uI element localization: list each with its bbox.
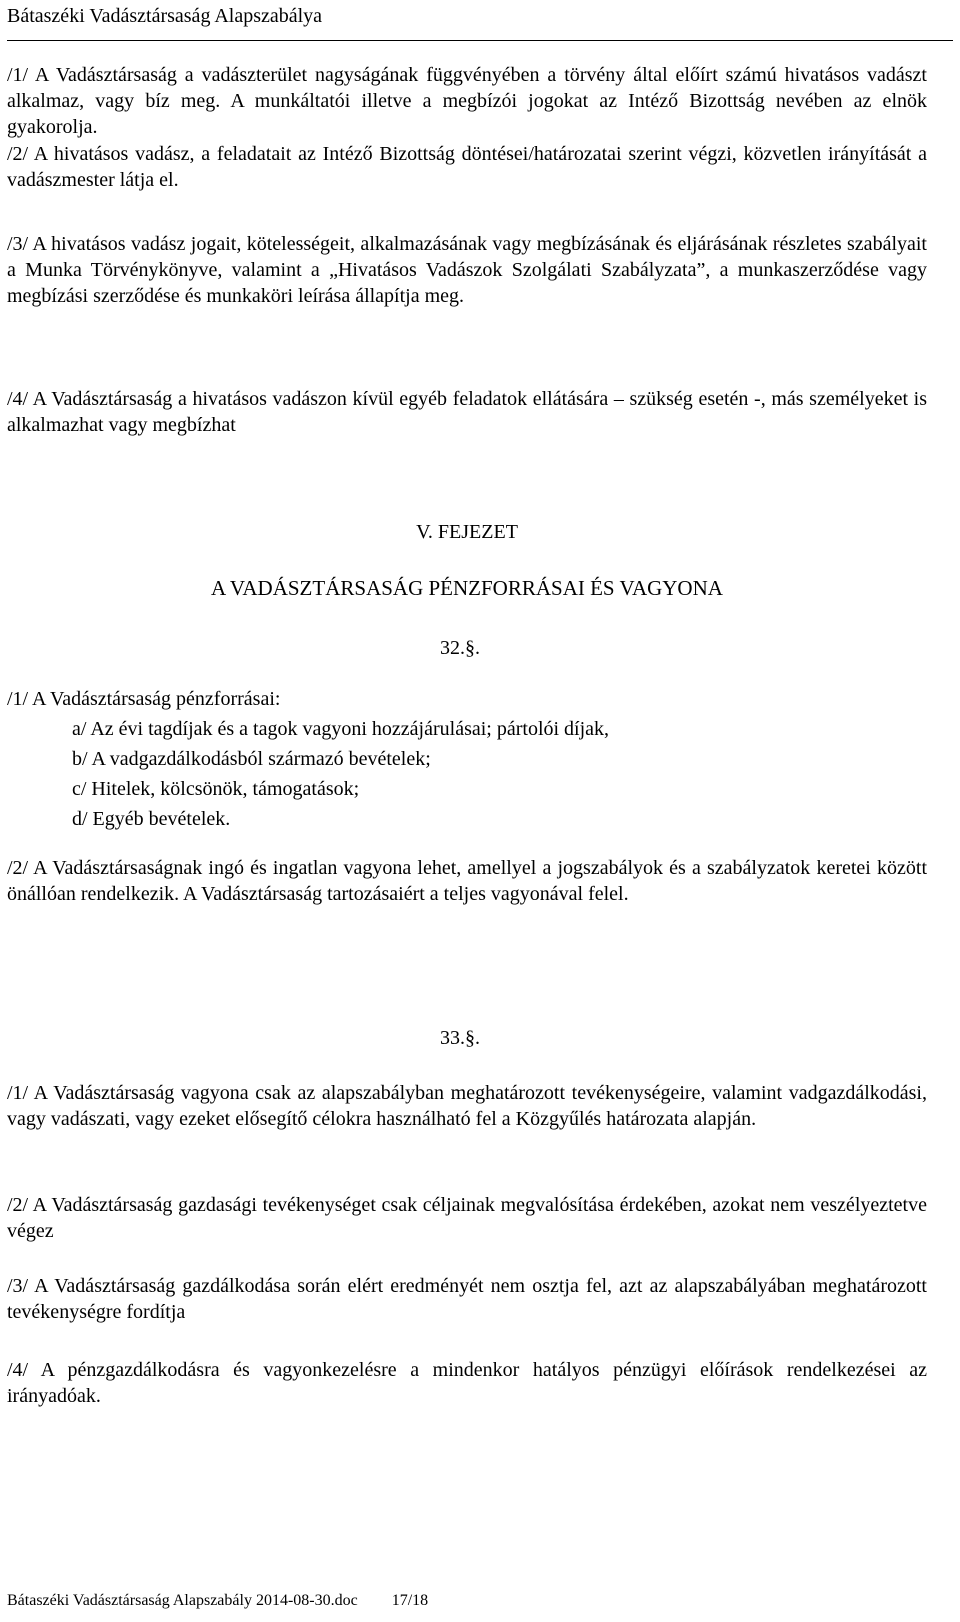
paragraph-33-4: /4/ A pénzgazdálkodásra és vagyonkezelésre a mindenkor hatályos pénzügyi előírások rendelkezései az irányadóak.	[7, 1359, 927, 1408]
chapter-title: A VADÁSZTÁRSASÁG PÉNZFORRÁSAI ÉS VAGYONA	[211, 576, 723, 600]
paragraph-31-2: /2/ A hivatásos vadász, a feladatait az Intéző Bizottság döntései/határozatai szerint végzi, közvetlen irányítását a vadászmester látja el.	[7, 142, 927, 191]
section-33-paragraph-3	[7, 1273, 927, 1325]
section-33-paragraph-4	[7, 1357, 927, 1409]
section-32-number: 32.§.	[440, 637, 480, 659]
list-item: c/ Hitelek, kölcsönök, támogatások;	[72, 778, 360, 800]
paragraph-31-4: /4/ A Vadásztársaság a hivatásos vadászon kívül egyéb feladatok ellátására – szükség esetén -, más személyeket is alkalmazhat vagy megbízhat	[7, 388, 927, 437]
section-33-paragraph-2	[7, 1192, 927, 1244]
section-33-number: 33.§.	[440, 1027, 480, 1049]
section-31-paragraph-3	[7, 231, 927, 310]
paragraph-32-2: /2/ A Vadásztársaságnak ingó és ingatlan vagyona lehet, amellyel a jogszabályok és a szabályzatok keretei között önállóan rendelkezik. A Vadásztársaság tartozásaiért a teljes vagyonával felel.	[7, 857, 927, 906]
section-31-paragraph-4	[7, 386, 927, 438]
paragraph-32-1-intro: /1/ A Vadásztársaság pénzforrásai:	[7, 688, 281, 710]
paragraph-33-2: /2/ A Vadásztársaság gazdasági tevékenységet csak céljainak megvalósítása érdekében, azokat nem veszélyeztetve végez	[7, 1194, 927, 1243]
footer-filename: Bátaszéki Vadásztársaság Alapszabály 2014-08-30.doc	[7, 1592, 358, 1609]
section-31-paragraphs-1-2	[7, 62, 927, 193]
paragraph-31-1: /1/ A Vadásztársaság a vadászterület nagyságának függvényében a törvény által előírt számú hivatásos vadászt alkalmaz, vagy bíz meg. A munkáltatói illetve a megbízói jogokat az Intéző Bizottság nevében az elnök gyakorolja.	[7, 64, 927, 139]
revenue-sources-list	[72, 714, 932, 834]
chapter-number: V. FEJEZET	[416, 521, 518, 543]
paragraph-33-1: /1/ A Vadásztársaság vagyona csak az alapszabályban meghatározott tevékenységeire, valamint vadgazdálkodási, vagy vadászati, vagy ezeket elősegítő célokra használható fel a Közgyűlés határozata alapján.	[7, 1082, 927, 1131]
list-item: a/ Az évi tagdíjak és a tagok vagyoni hozzájárulásai; pártolói díjak,	[72, 718, 610, 740]
footer-page-number: 17/18	[391, 1592, 429, 1609]
list-item: b/ A vadgazdálkodásból származó bevételek;	[72, 748, 431, 770]
page-footer	[7, 1591, 428, 1611]
page-header-title: Bátaszéki Vadásztársaság Alapszabálya	[7, 5, 323, 27]
header-divider	[7, 40, 953, 41]
list-item: d/ Egyéb bevételek.	[72, 808, 231, 830]
paragraph-31-3: /3/ A hivatásos vadász jogait, kötelességeit, alkalmazásának vagy megbízásának és eljárásának részletes szabályait a Munka Törvénykönyve, valamint a „Hivatásos Vadászok Szolgálati Szabályzata”, a munkaszerződése vagy megbízási szerződése és munkaköri leírása állapítja meg.	[7, 233, 927, 308]
paragraph-33-3: /3/ A Vadásztársaság gazdálkodása során elért eredményét nem osztja fel, azt az alapszabályában meghatározott tevékenységre fordítja	[7, 1275, 927, 1324]
section-32-paragraph-2	[7, 855, 927, 907]
section-33-paragraph-1	[7, 1080, 927, 1132]
